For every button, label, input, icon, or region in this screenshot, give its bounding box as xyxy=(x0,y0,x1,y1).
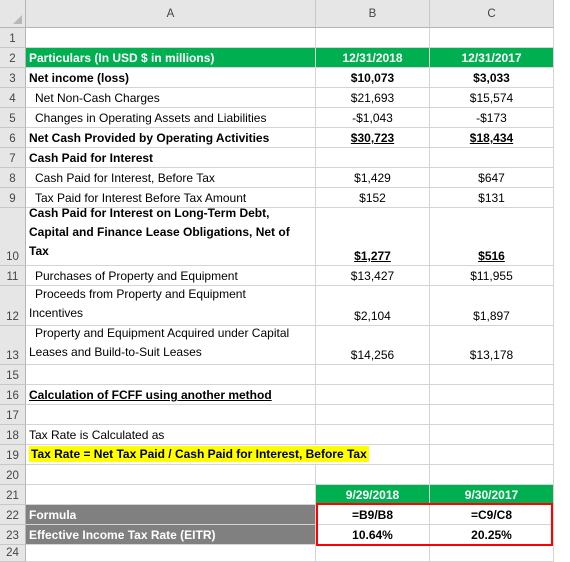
row-header[interactable]: 22 xyxy=(0,505,26,525)
cell-a9[interactable]: Tax Paid for Interest Before Tax Amount xyxy=(26,188,316,208)
row-header[interactable]: 6 xyxy=(0,128,26,148)
cell-b13[interactable]: $14,256 xyxy=(316,326,430,365)
cell-b16[interactable] xyxy=(316,385,430,405)
cell-c4[interactable]: $15,574 xyxy=(430,88,554,108)
cell-a13[interactable]: Property and Equipment Acquired under Capital Leases and Build-to-Suit Leases xyxy=(26,326,316,365)
cell-a24[interactable] xyxy=(26,545,316,562)
cell-a23[interactable]: Effective Income Tax Rate (EITR) xyxy=(26,525,316,545)
cell-a6[interactable]: Net Cash Provided by Operating Activities xyxy=(26,128,316,148)
cell-c10[interactable]: $516 xyxy=(430,208,554,266)
cell-c9[interactable]: $131 xyxy=(430,188,554,208)
cell-b15[interactable] xyxy=(316,365,430,385)
cell-c18[interactable] xyxy=(430,425,554,445)
cell-b5[interactable]: -$1,043 xyxy=(316,108,430,128)
cell-c6[interactable]: $18,434 xyxy=(430,128,554,148)
row-header[interactable]: 9 xyxy=(0,188,26,208)
column-header-b[interactable]: B xyxy=(316,0,430,28)
column-header-c[interactable]: C xyxy=(430,0,554,28)
cell-a20[interactable] xyxy=(26,465,316,485)
row-header[interactable]: 8 xyxy=(0,168,26,188)
cell-b3[interactable]: $10,073 xyxy=(316,68,430,88)
cell-c20[interactable] xyxy=(430,465,554,485)
cell-b17[interactable] xyxy=(316,405,430,425)
cell-c22[interactable]: =C9/C8 xyxy=(430,505,554,525)
row-header[interactable]: 7 xyxy=(0,148,26,168)
tax-rate-formula-text: Tax Rate = Net Tax Paid / Cash Paid for Interest, Before Tax xyxy=(31,447,367,461)
row-header[interactable]: 13 xyxy=(0,326,26,365)
cell-b19[interactable] xyxy=(316,445,430,465)
cell-a7[interactable]: Cash Paid for Interest xyxy=(26,148,316,168)
row-header[interactable]: 21 xyxy=(0,485,26,505)
cell-a11[interactable]: Purchases of Property and Equipment xyxy=(26,266,316,286)
cell-c13[interactable]: $13,178 xyxy=(430,326,554,365)
cell-a18[interactable]: Tax Rate is Calculated as xyxy=(26,425,316,445)
cell-b23[interactable]: 10.64% xyxy=(316,525,430,545)
cell-b7[interactable] xyxy=(316,148,430,168)
cell-c11[interactable]: $11,955 xyxy=(430,266,554,286)
cell-b12[interactable]: $2,104 xyxy=(316,286,430,326)
cell-a21[interactable] xyxy=(26,485,316,505)
cell-b18[interactable] xyxy=(316,425,430,445)
cell-a8[interactable]: Cash Paid for Interest, Before Tax xyxy=(26,168,316,188)
row-header[interactable]: 3 xyxy=(0,68,26,88)
cell-c7[interactable] xyxy=(430,148,554,168)
cell-a1[interactable] xyxy=(26,28,316,48)
cell-a4[interactable]: Net Non-Cash Charges xyxy=(26,88,316,108)
row-header[interactable]: 2 xyxy=(0,48,26,68)
cell-a16[interactable]: Calculation of FCFF using another method xyxy=(26,385,316,405)
cell-c19[interactable] xyxy=(430,445,554,465)
cell-a17[interactable] xyxy=(26,405,316,425)
row-header[interactable]: 18 xyxy=(0,425,26,445)
select-all-icon xyxy=(13,15,22,24)
cell-b10[interactable]: $1,277 xyxy=(316,208,430,266)
cell-c15[interactable] xyxy=(430,365,554,385)
cell-b2[interactable]: 12/31/2018 xyxy=(316,48,430,68)
row-header[interactable]: 5 xyxy=(0,108,26,128)
row-header[interactable]: 11 xyxy=(0,266,26,286)
cell-a2[interactable]: Particulars (In USD $ in millions) xyxy=(26,48,316,68)
cell-c21[interactable]: 9/30/2017 xyxy=(430,485,554,505)
cell-a12[interactable]: Proceeds from Property and Equipment Incentives xyxy=(26,286,316,326)
cell-b22[interactable]: =B9/B8 xyxy=(316,505,430,525)
select-all-corner[interactable] xyxy=(0,0,26,28)
row-header[interactable]: 19 xyxy=(0,445,26,465)
sheet-edge xyxy=(554,28,570,562)
column-header-a[interactable]: A xyxy=(26,0,316,28)
cell-b1[interactable] xyxy=(316,28,430,48)
cell-a3[interactable]: Net income (loss) xyxy=(26,68,316,88)
cell-b21[interactable]: 9/29/2018 xyxy=(316,485,430,505)
row-header[interactable]: 20 xyxy=(0,465,26,485)
row-header[interactable]: 23 xyxy=(0,525,26,545)
row-header[interactable]: 17 xyxy=(0,405,26,425)
cell-c5[interactable]: -$173 xyxy=(430,108,554,128)
cell-a19[interactable] xyxy=(26,445,367,465)
cell-a10[interactable]: Cash Paid for Interest on Long-Term Debt, Capital and Finance Lease Obligations, Net of Tax xyxy=(26,208,316,266)
row-header[interactable]: 12 xyxy=(0,286,26,326)
cell-b4[interactable]: $21,693 xyxy=(316,88,430,108)
cell-c2[interactable]: 12/31/2017 xyxy=(430,48,554,68)
row-header[interactable]: 15 xyxy=(0,365,26,385)
row-header[interactable]: 10 xyxy=(0,208,26,266)
cell-c3[interactable]: $3,033 xyxy=(430,68,554,88)
cell-b9[interactable]: $152 xyxy=(316,188,430,208)
cell-b6[interactable]: $30,723 xyxy=(316,128,430,148)
cell-c8[interactable]: $647 xyxy=(430,168,554,188)
cell-c17[interactable] xyxy=(430,405,554,425)
row-header[interactable]: 4 xyxy=(0,88,26,108)
row-header[interactable]: 1 xyxy=(0,28,26,48)
cell-b20[interactable] xyxy=(316,465,430,485)
cell-c23[interactable]: 20.25% xyxy=(430,525,554,545)
cell-c16[interactable] xyxy=(430,385,554,405)
cell-a15[interactable] xyxy=(26,365,316,385)
cell-a5[interactable]: Changes in Operating Assets and Liabilities xyxy=(26,108,316,128)
cell-b24[interactable] xyxy=(316,545,430,562)
cell-b8[interactable]: $1,429 xyxy=(316,168,430,188)
cell-c1[interactable] xyxy=(430,28,554,48)
cell-a22[interactable]: Formula xyxy=(26,505,316,525)
cell-b11[interactable]: $13,427 xyxy=(316,266,430,286)
cell-c12[interactable]: $1,897 xyxy=(430,286,554,326)
cell-c24[interactable] xyxy=(430,545,554,562)
row-header[interactable]: 16 xyxy=(0,385,26,405)
row-header[interactable]: 24 xyxy=(0,545,26,562)
